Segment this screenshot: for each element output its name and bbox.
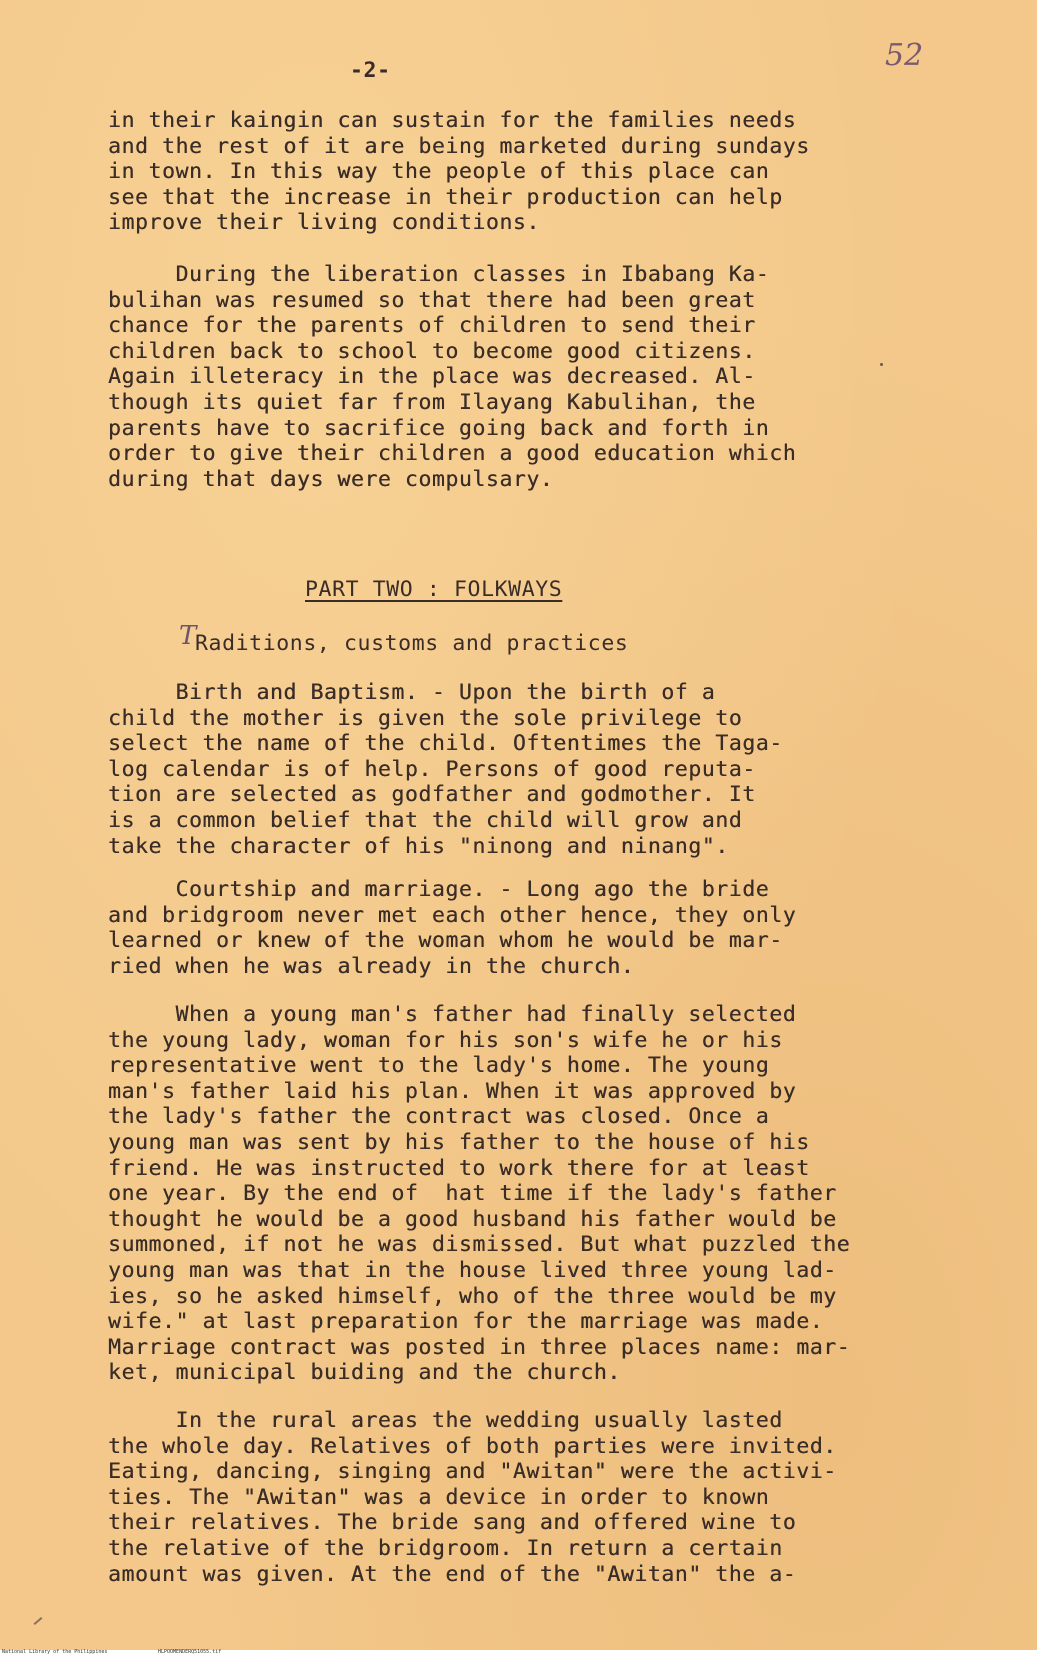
paragraph-birth-baptism	[108, 680, 928, 859]
text-line: the lady's father the contract was closed. Once a	[108, 1104, 770, 1130]
text-line: ket, municipal buiding and the church.	[108, 1360, 621, 1386]
text-line: is a common belief that the child will grow and	[108, 807, 743, 833]
footer-library-name: National Library of the Philippines	[2, 1649, 108, 1655]
text-line: young man was sent by his father to the house of his	[108, 1129, 810, 1155]
text-line: parents have to sacrifice going back and forth in	[108, 415, 770, 441]
section-heading: PART TWO : FOLKWAYS	[305, 577, 563, 602]
paragraph-liberation	[108, 262, 928, 492]
text-line: Birth and Baptism. - Upon the birth of a	[108, 680, 716, 705]
text-line: wife." at last preparation for the marriage was made.	[108, 1309, 824, 1335]
text-line: Courtship and marriage. - Long ago the bride	[108, 877, 770, 902]
text-line: take the character of his "ninong and ninang".	[108, 833, 729, 859]
margin-pencil-mark	[34, 1617, 43, 1625]
page-number: -2-	[350, 58, 391, 83]
paragraph-courtship	[108, 877, 928, 979]
text-line: and bridgroom never met each other hence, they only	[108, 902, 797, 928]
section-subheading	[179, 621, 629, 656]
text-line: Eating, dancing, singing and "Awitan" were the activi-	[108, 1459, 837, 1485]
handwritten-page-number: 52	[885, 38, 924, 73]
text-line: in town. In this way the people of this place can	[108, 159, 770, 185]
text-line: chance for the parents of children to send their	[108, 313, 756, 339]
text-line: ried when he was already in the church.	[108, 953, 635, 979]
paragraph-kaingin	[108, 108, 928, 236]
text-line: amount was given. At the end of the "Awitan" the a-	[108, 1561, 797, 1587]
text-line: children back to school to become good citizens.	[108, 338, 756, 364]
text-line: select the name of the child. Oftentimes the Taga-	[108, 731, 783, 757]
text-line: child the mother is given the sole privilege to	[108, 705, 743, 731]
text-line: though its quiet far from Ilayang Kabulihan, the	[108, 389, 756, 415]
text-line: the relative of the bridgroom. In return a certain	[108, 1535, 783, 1561]
text-line: young man was that in the house lived three young lad-	[108, 1257, 837, 1283]
text-line: learned or knew of the woman whom he would be mar-	[108, 928, 783, 954]
text-line: During the liberation classes in Ibabang Ka-	[108, 262, 770, 287]
paragraph-young-man	[108, 1002, 928, 1386]
text-line: the young lady, woman for his son's wife he or his	[108, 1027, 783, 1053]
text-line: during that days were compulsary.	[108, 466, 554, 492]
text-line: ies, so he asked himself, who of the three would be my	[108, 1283, 837, 1309]
subheading-text: Raditions, customs and practices	[195, 631, 629, 656]
text-line: ties. The "Awitan" was a device in order to known	[108, 1484, 770, 1510]
text-line: order to give their children a good education which	[108, 441, 797, 467]
text-line: thought he would be a good husband his father would be	[108, 1206, 837, 1232]
text-line: tion are selected as godfather and godmother. It	[108, 782, 756, 808]
text-line: representative went to the lady's home. The young	[108, 1053, 770, 1079]
text-line: improve their living conditions.	[108, 210, 540, 236]
text-line: Marriage contract was posted in three places name: mar-	[108, 1334, 851, 1360]
text-line: bulihan was resumed so that there had been great	[108, 287, 756, 313]
text-line: their relatives. The bride sang and offered wine to	[108, 1510, 797, 1536]
text-line: the whole day. Relatives of both parties were invited.	[108, 1433, 837, 1459]
ink-dot	[880, 363, 883, 366]
text-line: In the rural areas the wedding usually lasted	[108, 1408, 783, 1433]
footer-file-name: HLPOOMENDERQ51055.tif	[158, 1649, 222, 1655]
text-line: man's father laid his plan. When it was approved by	[108, 1078, 797, 1104]
text-line: in their kaingin can sustain for the families needs	[108, 108, 797, 133]
text-line: friend. He was instructed to work there for at least	[108, 1155, 810, 1181]
text-line: see that the increase in their production can help	[108, 184, 783, 210]
text-line: and the rest of it are being marketed during sundays	[108, 133, 810, 159]
paragraph-wedding	[108, 1408, 928, 1587]
text-line: one year. By the end of hat time if the lady's father	[108, 1181, 837, 1207]
text-line: summoned, if not he was dismissed. But what puzzled the	[108, 1232, 851, 1258]
text-line: log calendar is of help. Persons of good reputa-	[108, 756, 756, 782]
handwritten-correction-mark: T	[179, 621, 197, 651]
text-line: When a young man's father had finally selected	[108, 1002, 797, 1027]
scan-footer	[0, 1650, 1037, 1658]
text-line: Again illeteracy in the place was decreased. Al-	[108, 364, 756, 390]
